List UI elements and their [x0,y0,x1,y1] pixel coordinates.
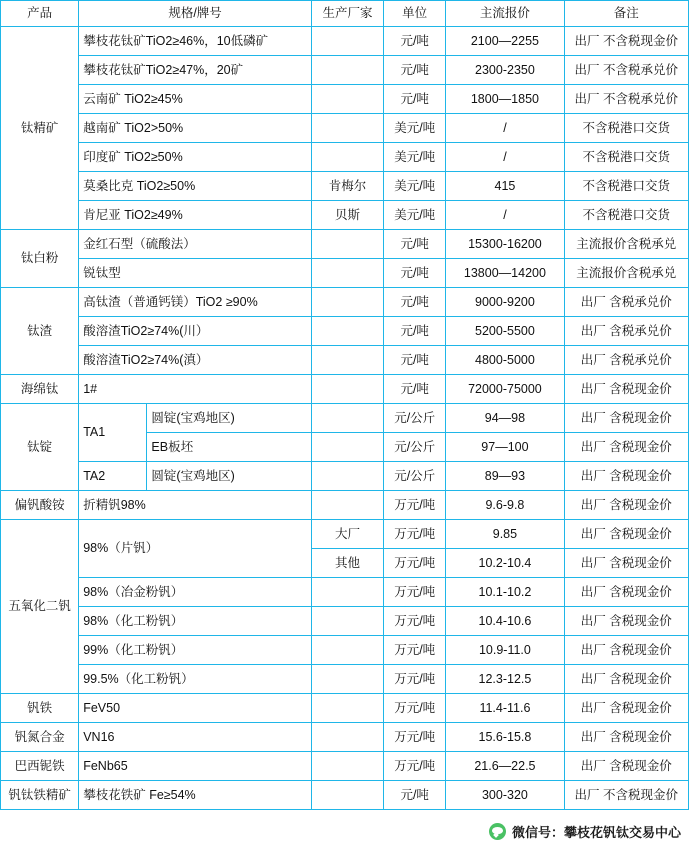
cell-maker: 大厂 [311,520,383,549]
cell-price: 10.9-11.0 [446,636,564,665]
cell-unit: 元/吨 [384,346,446,375]
cell-spec: 酸溶渣TiO2≥74%(川） [79,317,312,346]
cell-unit: 万元/吨 [384,665,446,694]
cell-maker [311,462,383,491]
cell-price: 415 [446,172,564,201]
cell-unit: 万元/吨 [384,636,446,665]
cell-spec: FeNb65 [79,752,312,781]
cell-price: 4800-5000 [446,346,564,375]
cell-maker [311,781,383,810]
table-row [1,491,689,520]
wechat-icon [489,823,506,840]
cell-price: 11.4-11.6 [446,694,564,723]
cell-product: 钛白粉 [1,230,79,288]
cell-product: 钛精矿 [1,27,79,230]
cell-spec: 锐钛型 [79,259,312,288]
cell-price: 300-320 [446,781,564,810]
table-row [1,56,689,85]
cell-unit: 元/吨 [384,27,446,56]
cell-unit: 元/吨 [384,259,446,288]
table-header [1,1,689,27]
cell-price: 15.6-15.8 [446,723,564,752]
cell-note: 不含税港口交货 [564,172,688,201]
cell-maker [311,578,383,607]
cell-price: 2100—2255 [446,27,564,56]
table-row [1,259,689,288]
cell-maker [311,317,383,346]
cell-unit: 万元/吨 [384,752,446,781]
cell-note: 出厂 含税承兑价 [564,288,688,317]
cell-unit: 元/吨 [384,288,446,317]
cell-unit: 元/吨 [384,375,446,404]
table-row [1,665,689,694]
table-row [1,114,689,143]
cell-product: 巴西铌铁 [1,752,79,781]
cell-maker [311,723,383,752]
cell-price: 89—93 [446,462,564,491]
cell-price: 12.3-12.5 [446,665,564,694]
cell-price: 21.6—22.5 [446,752,564,781]
cell-spec: 印度矿 TiO2≥50% [79,143,312,172]
cell-product: 钒氮合金 [1,723,79,752]
cell-maker [311,27,383,56]
cell-unit: 元/公斤 [384,433,446,462]
cell-maker [311,636,383,665]
table-row [1,607,689,636]
cell-unit: 元/吨 [384,56,446,85]
cell-unit: 万元/吨 [384,694,446,723]
cell-maker [311,143,383,172]
cell-price: 72000-75000 [446,375,564,404]
table-row [1,172,689,201]
cell-price: 10.4-10.6 [446,607,564,636]
cell-spec: 攀枝花钛矿TiO2≥46%，10低磷矿 [79,27,312,56]
table-row [1,288,689,317]
cell-unit: 万元/吨 [384,723,446,752]
cell-spec: 高钛渣（普通钙镁）TiO2 ≥90% [79,288,312,317]
cell-spec-detail: EB板坯 [147,433,311,462]
cell-price: 94—98 [446,404,564,433]
cell-maker [311,346,383,375]
cell-note: 出厂 含税现金价 [564,636,688,665]
table-row [1,723,689,752]
cell-maker [311,404,383,433]
cell-maker: 其他 [311,549,383,578]
cell-note: 出厂 含税承兑价 [564,346,688,375]
cell-price: / [446,114,564,143]
table-row [1,346,689,375]
cell-maker [311,56,383,85]
header-price: 主流报价 [446,1,564,27]
cell-spec-grade: TA1 [79,404,147,462]
cell-price: 10.1-10.2 [446,578,564,607]
header-product: 产品 [1,1,79,27]
cell-price: 5200-5500 [446,317,564,346]
cell-unit: 元/吨 [384,781,446,810]
cell-unit: 元/吨 [384,317,446,346]
cell-maker [311,375,383,404]
cell-unit: 万元/吨 [384,607,446,636]
cell-spec-detail: 圆锭(宝鸡地区) [147,404,311,433]
table-body [1,27,689,810]
cell-price: 13800—14200 [446,259,564,288]
cell-note: 出厂 不含税承兑价 [564,56,688,85]
cell-note: 出厂 含税现金价 [564,752,688,781]
cell-note: 出厂 含税现金价 [564,462,688,491]
cell-maker [311,665,383,694]
header-unit: 单位 [384,1,446,27]
cell-unit: 元/吨 [384,85,446,114]
cell-unit: 元/公斤 [384,462,446,491]
table-row [1,404,689,433]
table-row [1,230,689,259]
table-row [1,694,689,723]
cell-maker [311,694,383,723]
cell-spec: 肯尼亚 TiO2≥49% [79,201,312,230]
cell-spec: 98%（化工粉钒） [79,607,312,636]
cell-spec: 莫桑比克 TiO2≥50% [79,172,312,201]
cell-price: / [446,143,564,172]
cell-note: 主流报价含税承兑 [564,259,688,288]
cell-unit: 万元/吨 [384,549,446,578]
cell-note: 出厂 含税现金价 [564,723,688,752]
cell-note: 出厂 不含税现金价 [564,27,688,56]
cell-spec: 攀枝花钛矿TiO2≥47%，20矿 [79,56,312,85]
cell-product: 偏钒酸铵 [1,491,79,520]
cell-price: 1800—1850 [446,85,564,114]
table-row [1,375,689,404]
cell-spec: 98%（片钒） [79,520,312,578]
cell-spec: 98%（冶金粉钒） [79,578,312,607]
table-row [1,317,689,346]
cell-spec: 折精钒98% [79,491,312,520]
cell-maker [311,288,383,317]
cell-maker [311,85,383,114]
table-row [1,781,689,810]
cell-product: 钛渣 [1,288,79,375]
cell-unit: 万元/吨 [384,520,446,549]
cell-maker [311,752,383,781]
cell-price: 9.6-9.8 [446,491,564,520]
cell-spec: 99.5%（化工粉钒） [79,665,312,694]
cell-maker [311,230,383,259]
cell-maker [311,491,383,520]
table-row [1,578,689,607]
table-row [1,201,689,230]
wechat-account [489,822,681,841]
cell-maker [311,259,383,288]
cell-note: 出厂 不含税现金价 [564,781,688,810]
cell-spec: 1# [79,375,312,404]
cell-maker [311,114,383,143]
table-row [1,462,689,491]
cell-note: 主流报价含税承兑 [564,230,688,259]
header-note: 备注 [564,1,688,27]
cell-spec: 酸溶渣TiO2≥74%(滇） [79,346,312,375]
table-row [1,520,689,549]
cell-unit: 美元/吨 [384,114,446,143]
table-row [1,27,689,56]
cell-unit: 元/吨 [384,230,446,259]
cell-maker: 肯梅尔 [311,172,383,201]
cell-note: 出厂 含税现金价 [564,578,688,607]
cell-spec: 云南矿 TiO2≥45% [79,85,312,114]
cell-unit: 万元/吨 [384,578,446,607]
cell-note: 出厂 含税现金价 [564,491,688,520]
cell-note: 出厂 不含税承兑价 [564,85,688,114]
cell-price: 9.85 [446,520,564,549]
cell-note: 出厂 含税承兑价 [564,317,688,346]
cell-unit: 美元/吨 [384,201,446,230]
cell-note: 出厂 含税现金价 [564,694,688,723]
table-row [1,85,689,114]
cell-spec: VN16 [79,723,312,752]
cell-spec: FeV50 [79,694,312,723]
cell-note: 出厂 含税现金价 [564,404,688,433]
cell-price: 9000-9200 [446,288,564,317]
cell-note: 不含税港口交货 [564,201,688,230]
cell-spec-detail: 圆锭(宝鸡地区) [147,462,311,491]
cell-spec: 金红石型（硫酸法） [79,230,312,259]
cell-note: 出厂 含税现金价 [564,607,688,636]
cell-unit: 万元/吨 [384,491,446,520]
cell-price: / [446,201,564,230]
header-spec: 规格/牌号 [79,1,312,27]
cell-price: 15300-16200 [446,230,564,259]
header-row [1,1,689,27]
table-row [1,752,689,781]
header-maker: 生产厂家 [311,1,383,27]
cell-note: 出厂 含税现金价 [564,375,688,404]
cell-spec: 攀枝花铁矿 Fe≥54% [79,781,312,810]
cell-unit: 美元/吨 [384,172,446,201]
cell-note: 不含税港口交货 [564,114,688,143]
wechat-label: 微信号：攀枝花钒钛交易中心 [511,825,681,840]
cell-product: 钒钛铁精矿 [1,781,79,810]
cell-price: 2300-2350 [446,56,564,85]
cell-maker [311,607,383,636]
cell-spec: 越南矿 TiO2>50% [79,114,312,143]
cell-product: 五氧化二钒 [1,520,79,694]
cell-unit: 元/公斤 [384,404,446,433]
cell-product: 钒铁 [1,694,79,723]
cell-price: 10.2-10.4 [446,549,564,578]
cell-note: 出厂 含税现金价 [564,433,688,462]
cell-product: 钛锭 [1,404,79,491]
cell-note: 出厂 含税现金价 [564,549,688,578]
cell-product: 海绵钛 [1,375,79,404]
table-row [1,636,689,665]
cell-spec-grade: TA2 [79,462,147,491]
cell-note: 不含税港口交货 [564,143,688,172]
cell-unit: 美元/吨 [384,143,446,172]
cell-note: 出厂 含税现金价 [564,520,688,549]
cell-maker: 贝斯 [311,201,383,230]
cell-note: 出厂 含税现金价 [564,665,688,694]
table-row [1,143,689,172]
cell-maker [311,433,383,462]
footer [0,810,689,852]
cell-price: 97—100 [446,433,564,462]
cell-spec: 99%（化工粉钒） [79,636,312,665]
